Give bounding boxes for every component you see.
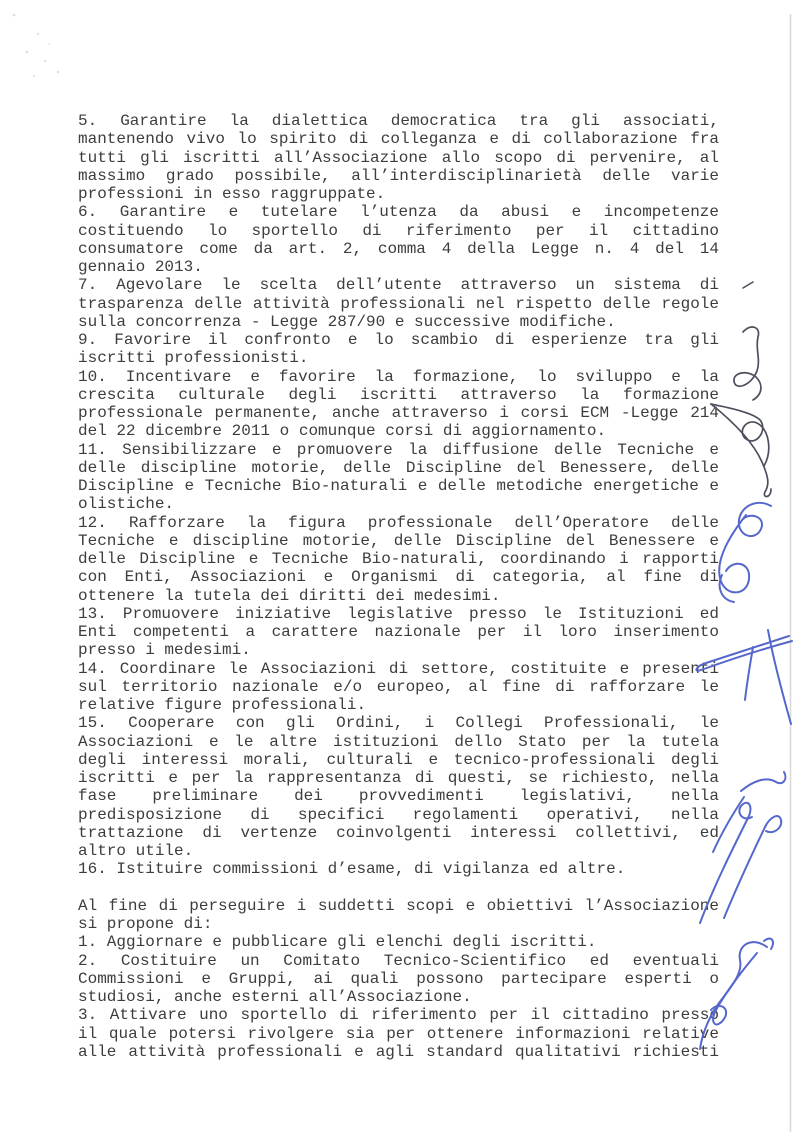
margin-tick (743, 282, 753, 288)
text-line: crescita culturale degli iscritti attraverso la formazione (78, 385, 719, 404)
text-line: 13. Promuovere iniziative legislative presso le Istituzioni ed (78, 604, 719, 623)
text-line: 7. Agevolare le scelta dell’utente attraverso un sistema di (78, 276, 719, 295)
text-line: ottenere la tutela dei diritti dei medesimi. (78, 586, 501, 605)
text-line: 6. Garantire e tutelare l’utenza da abusi e incompetenze (78, 203, 719, 222)
text-line: costituendo lo sportello di riferimento per il cittadino (78, 221, 719, 240)
text-line: iscritti professionisti. (78, 349, 309, 368)
text-line: iscritti e per la rappresentanza di questi, se richiesto, nella (78, 769, 719, 787)
text-line: sul territorio nazionale e/o europeo, al fine di rafforzare le (78, 677, 719, 696)
text-line: 16. Istituire commissioni d’esame, di vigilanza ed altre. (78, 860, 626, 879)
text-line: consumatore come da art. 2, comma 4 della Legge n. 4 del 14 (78, 239, 719, 258)
text-line: tutti gli iscritti all’Associazione allo scopo di pervenire, al (78, 148, 719, 167)
text-line: olistiche. (78, 495, 175, 514)
text-line: altro utile. (78, 842, 194, 860)
text-line: degli interessi morali, culturali e tecnico-professionali degli (78, 750, 719, 769)
dark-pen-flourish (711, 327, 771, 497)
text-line: gennaio 2013. (78, 258, 203, 276)
text-line: 5. Garantire la dialettica democratica tra gli associati, (78, 112, 719, 130)
text-line: 15. Cooperare con gli Ordini, i Collegi Professionali, le (78, 714, 719, 733)
text-line: mantenendo vivo lo spirito di colleganza e di collaborazione fra (78, 130, 719, 149)
text-line: delle Discipline e Tecniche Bio-naturali, coordinando i rapporti (78, 550, 719, 568)
text-line: 12. Rafforzare la figura professionale dell’Operatore delle (78, 513, 719, 532)
text-line: trasparenza delle attività professionali nel rispetto delle regole (78, 294, 719, 313)
text-line: fase preliminare dei provvedimenti legislativi, nella (78, 787, 719, 806)
text-line: sulla concorrenza - Legge 287/90 e successive modifiche. (78, 312, 616, 331)
text-line: 10. Incentivare e favorire la formazione, lo sviluppo e la (78, 367, 719, 386)
text-line: professioni in esso raggruppate. (78, 185, 386, 203)
blue-signature-1 (719, 503, 771, 602)
text-line: Discipline e Tecniche Bio-naturali e delle metodiche energetiche e (78, 477, 719, 495)
text-line: Associazioni e le altre istituzioni dello Stato per la tutela (78, 732, 719, 751)
text-line: massimo grado possibile, all’interdisciplinarietà delle varie (78, 166, 719, 185)
corner-smudge (13, 14, 60, 77)
text-line: con Enti, Associazioni e Organismi di categoria, al fine di (78, 568, 719, 587)
text-line: 2. Costituire un Comitato Tecnico-Scientifico ed eventuali (78, 951, 719, 970)
text-line: studiosi, anche esterni all’Associazione. (78, 988, 472, 1006)
text-line: Tecniche e discipline motorie, delle Discipline del Benessere e (78, 531, 719, 550)
text-line: Enti competenti a carattere nazionale per il loro inserimento (78, 623, 719, 641)
text-line: alle attività professionali e agli standard qualitativi richiesti (78, 1042, 719, 1061)
text-line (78, 879, 719, 897)
text-line: Al fine di perseguire i suddetti scopi e obiettivi l’Associazione (78, 896, 719, 915)
text-line: si propone di: (78, 915, 213, 933)
text-line: 1. Aggiornare e pubblicare gli elenchi degli iscritti. (78, 933, 597, 952)
text-line: 14. Coordinare le Associazioni di settore, costituite e presenti (78, 659, 719, 678)
text-line: 3. Attivare uno sportello di riferimento per il cittadino presso (78, 1006, 719, 1025)
document-text (78, 112, 719, 1061)
text-line: del 22 dicembre 2011 o comunque corsi di aggiornamento. (78, 422, 607, 441)
text-line: Commissioni e Gruppi, ai quali possono partecipare esperti o (78, 969, 719, 988)
text-line: presso i medesimi. (78, 641, 251, 660)
text-line: il quale potersi rivolgere sia per ottenere informazioni relative (78, 1024, 719, 1043)
text-line: trattazione di vertenze coinvolgenti interessi collettivi, ed (78, 823, 719, 842)
text-line: delle discipline motorie, delle Discipline del Benessere, delle (78, 458, 719, 477)
text-line: professionale permanente, anche attraverso i corsi ECM -Legge 214 (78, 404, 719, 422)
text-line: 9. Favorire il confronto e lo scambio di esperienze tra gli (78, 331, 719, 349)
text-line: relative figure professionali. (78, 696, 367, 714)
text-line: 11. Sensibilizzare e promuovere la diffusione delle Tecniche e (78, 440, 719, 459)
text-line: predisposizione di specifici regolamenti operativi, nella (78, 805, 719, 824)
